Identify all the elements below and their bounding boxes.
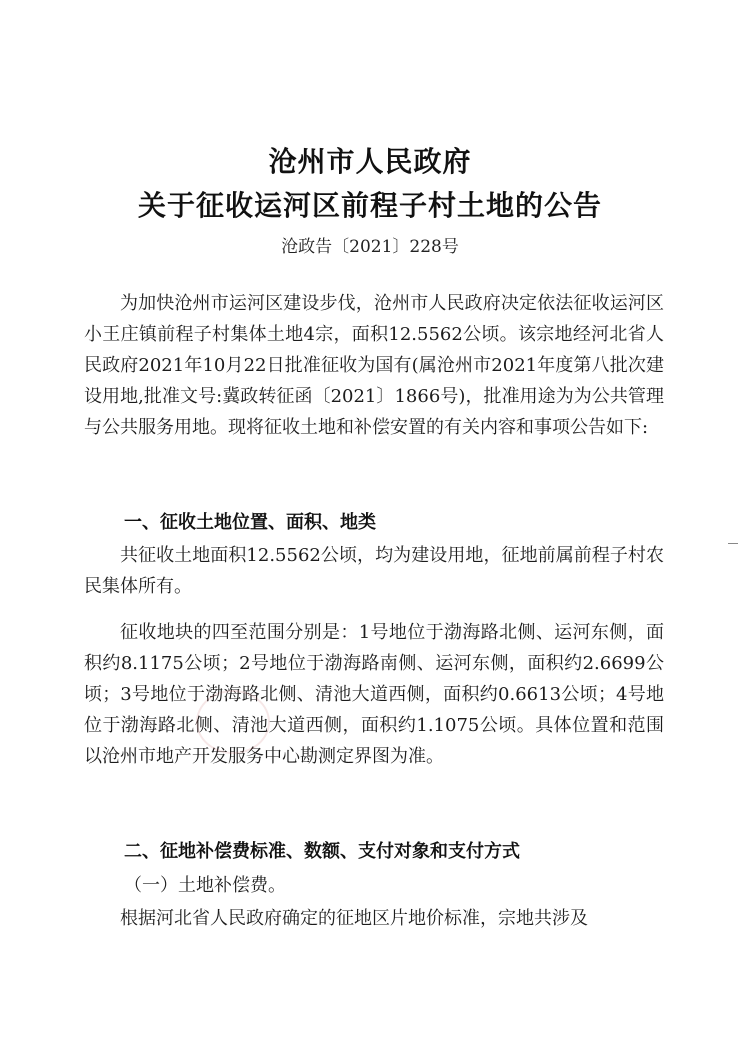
- document-title-line1: 沧州市人民政府: [268, 145, 472, 178]
- section2-paragraph1: 根据河北省人民政府确定的征地区片地价标准，宗地共涉及: [120, 908, 588, 929]
- document-title-line2: 关于征收运河区前程子村土地的公告: [137, 189, 602, 222]
- section2-subheading1: （一）土地补偿费。: [124, 875, 286, 896]
- section2-heading: 二、征地补偿费标准、数额、支付对象和支付方式: [124, 841, 520, 862]
- section1-heading: 一、征收土地位置、面积、地类: [124, 512, 376, 533]
- edge-scan-mark: [728, 543, 738, 544]
- document-number: 沧政告〔2021〕228号: [281, 237, 459, 257]
- section1-paragraph1: 共征收土地面积12.5562公顷，均为建设用地，征地前属前程子村农民集体所有。: [84, 545, 664, 597]
- section1-paragraph2: 征收地块的四至范围分别是：1号地位于渤海路北侧、运河东侧，面积约8.1175公顷；2号地位于渤海路南侧、运河东侧，面积约2.6699公顷；3号地位于渤海路北侧、清池大道西侧，面积约0.6613公顷；4号地位于渤海路北侧、清池大道西侧，面积约1.1075公顷。具体位置和范围以沧州市地产开发服务中心勘测定界图为准。: [84, 622, 664, 767]
- intro-paragraph: 为加快沧州市运河区建设步伐，沧州市人民政府决定依法征收运河区小王庄镇前程子村集体土地4宗，面积12.5562公顷。该宗地经河北省人民政府2021年10月22日批准征收为国有(属沧州市2021年度第八批次建设用地,批准文号:冀政转征函〔2021〕1866号)，批准用途为为公共管理与公共服务用地。现将征收土地和补偿安置的有关内容和事项公告如下:: [84, 293, 664, 438]
- faint-stamp-mark: [196, 690, 270, 754]
